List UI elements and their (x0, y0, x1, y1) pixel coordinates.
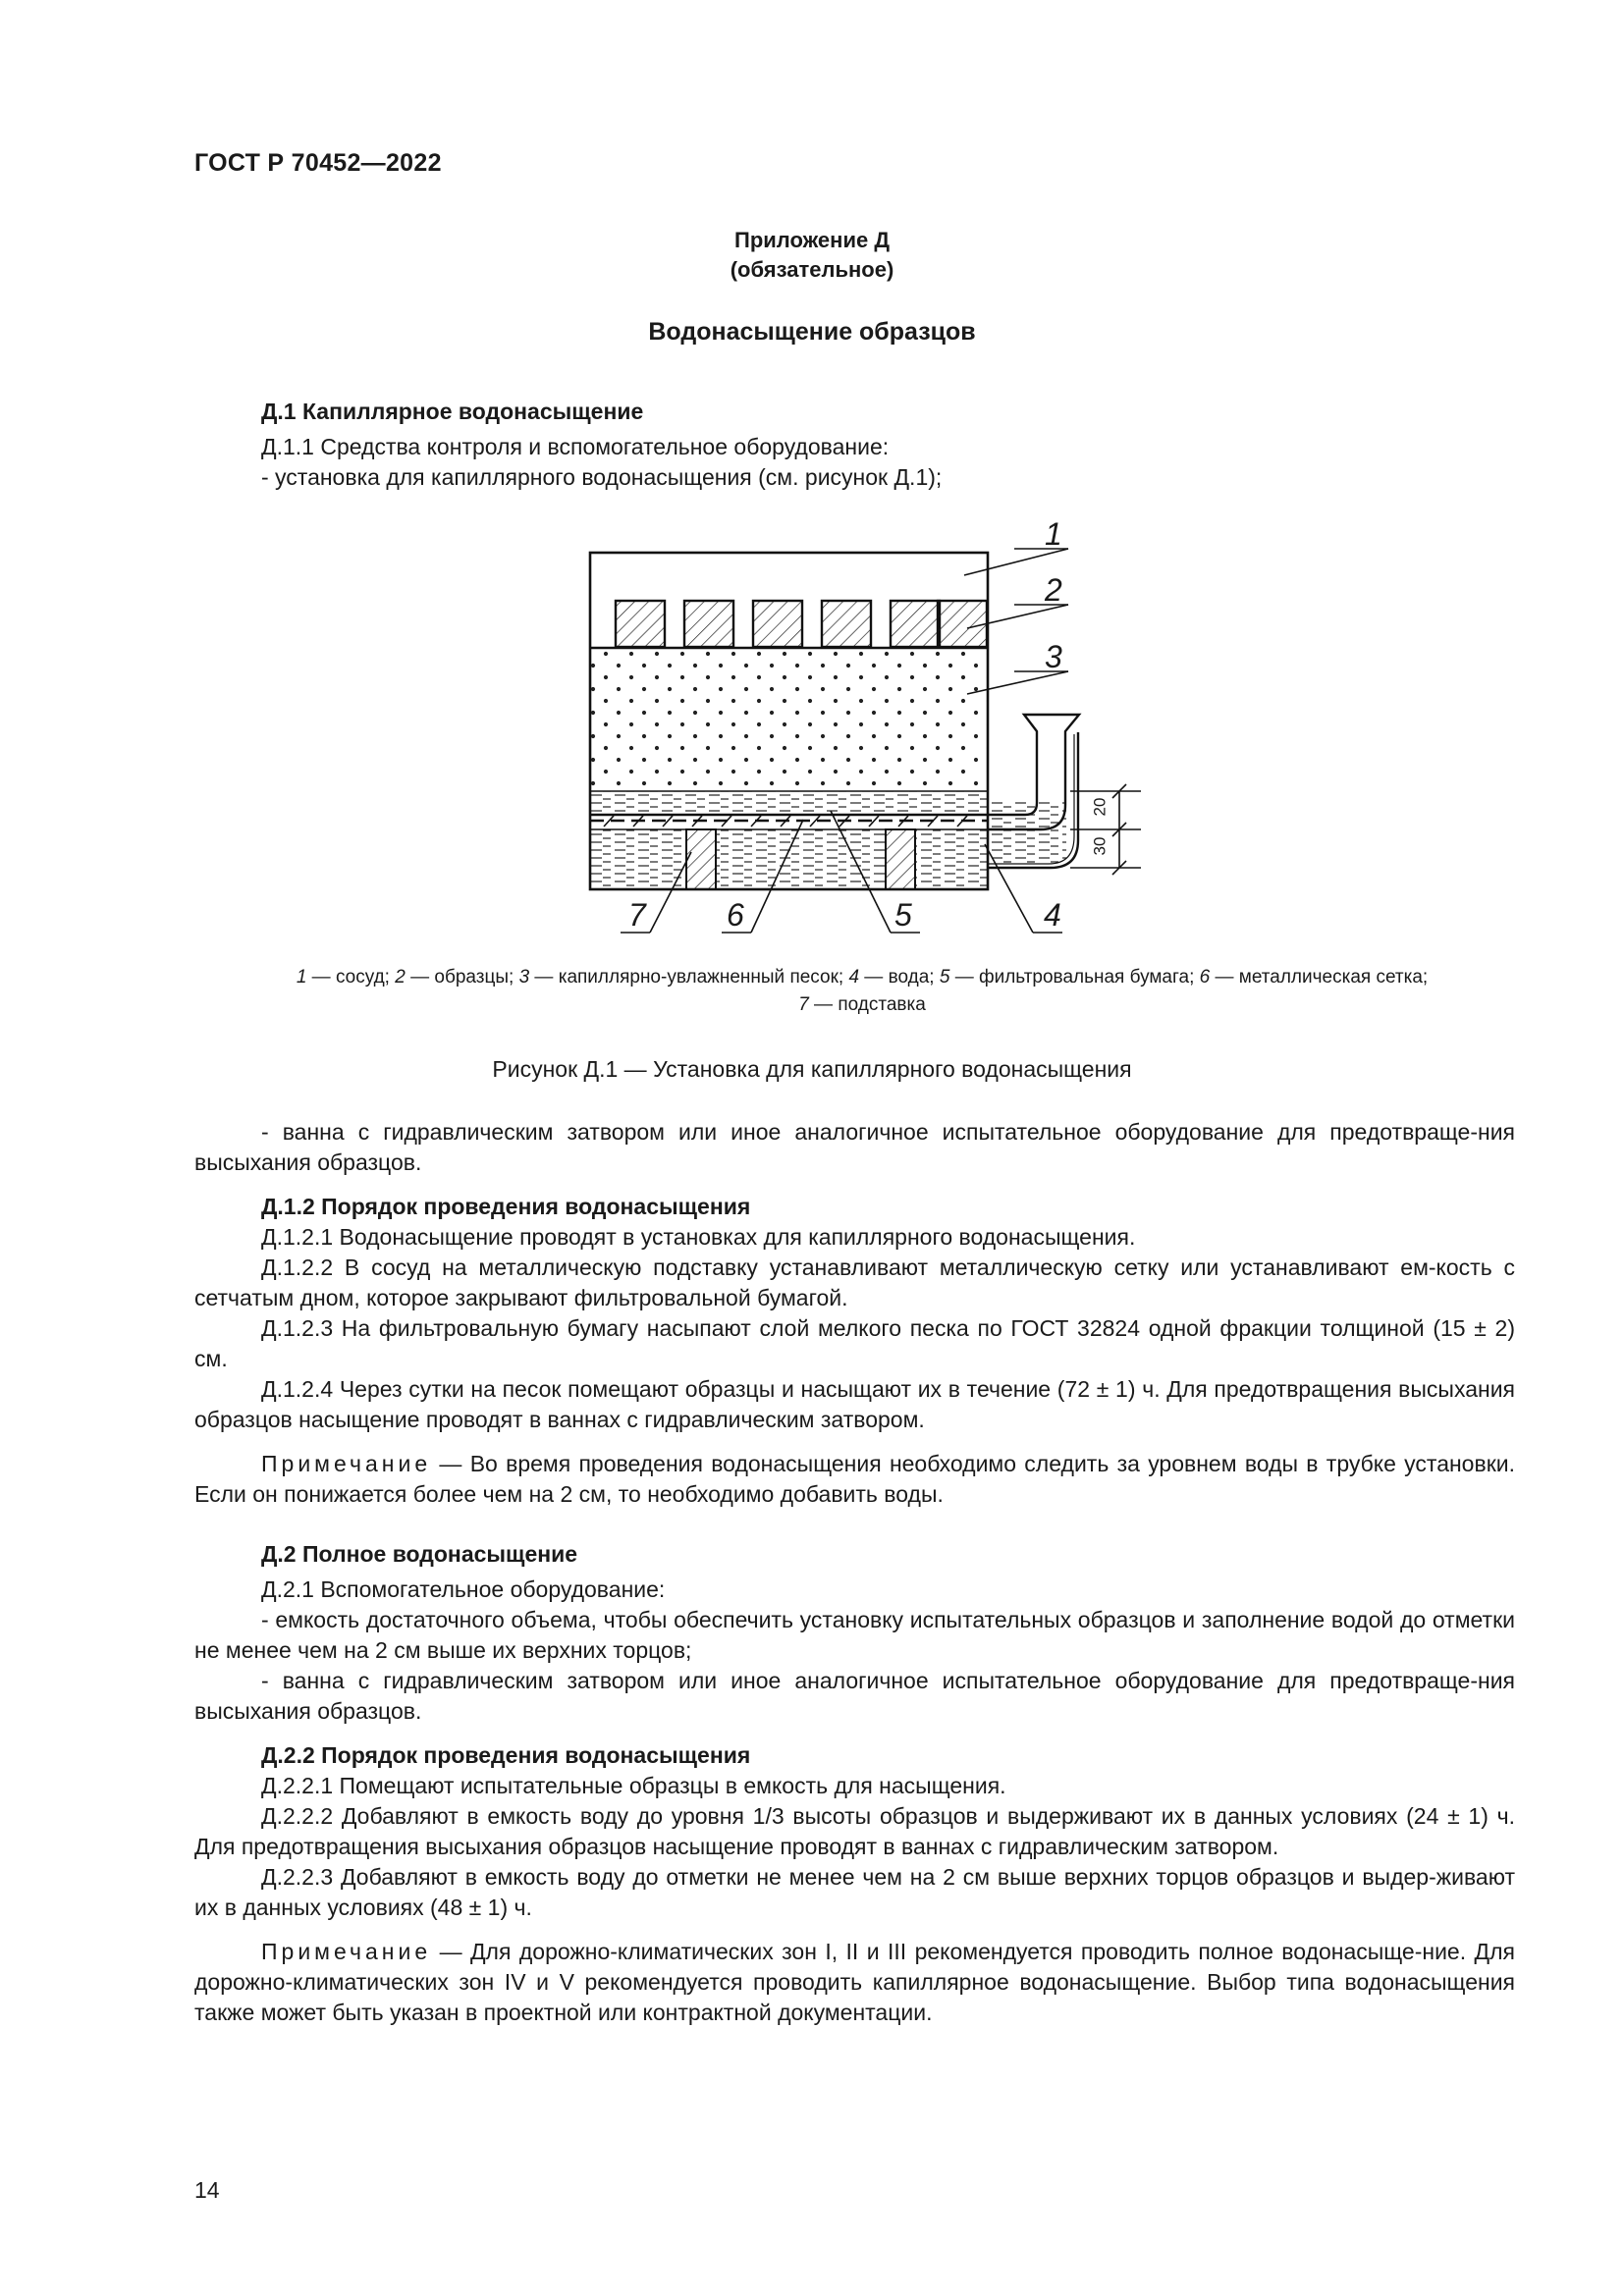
paragraph-d223: Д.2.2.3 Добавляют в емкость воду до отметки не менее чем на 2 см выше верхних торцов образцов и выдер-живают их в данных условиях (48 ± 1) ч. (194, 1864, 1515, 1920)
paragraph-d21: Д.2.1 Вспомогательное оборудование: (261, 1576, 666, 1602)
sample (938, 601, 987, 647)
callout-6: 6 (727, 897, 744, 933)
figure-legend: 1 — сосуд; 2 — образцы; 3 — капиллярно-увлажненный песок; 4 — вода; 5 — фильтровальная бумага; 6 — металлическая сетка; 7 — подставка (296, 967, 1429, 1015)
callout-7: 7 (628, 897, 646, 933)
tube-water (988, 800, 1066, 863)
page-number: 14 (194, 2177, 220, 2203)
sample (891, 601, 940, 647)
vessel (590, 553, 988, 889)
sample (616, 601, 665, 647)
paragraph-d124: Д.1.2.4 Через сутки на песок помещают образцы и насыщают их в течение (72 ± 1) ч. Для предотвращения высыхания образцов насыщение проводят в ваннах с гидравлическим затвором. (194, 1376, 1515, 1432)
section-d12-heading: Д.1.2 Порядок проведения водонасыщения (261, 1194, 751, 1219)
paragraph-d222: Д.2.2.2 Добавляют в емкость воду до уровня 1/3 высоты образцов и выдерживают их в данных условиях (24 ± 1) ч. Для предотвращения высыхания образцов насыщение проводят в ваннах с гидравлическим затвором. (194, 1803, 1515, 1859)
section-d2-heading: Д.2 Полное водонасыщение (261, 1541, 578, 1567)
callout-4: 4 (1044, 897, 1061, 933)
list-item-bath: - ванна с гидравлическим затвором или иное аналогичное испытательное оборудование для предотвраще-ния высыхания образцов. (194, 1119, 1515, 1175)
paragraph-d11: Д.1.1 Средства контроля и вспомогательное оборудование: (261, 434, 890, 459)
callout-2: 2 (1045, 572, 1062, 608)
paragraph-d122: Д.1.2.2 В сосуд на металлическую подставку устанавливают металлическую сетку или устанавливают ем-кость с сетчатым дном, которое закрывают фильтровальной бумагой. (194, 1255, 1515, 1310)
note-2: Примечание — Для дорожно-климатических зон I, II и III рекомендуется проводить полное водонасыще-ние. Для дорожно-климатических зон IV и V рекомендуется проводить капиллярное водонасыщение. Выбор типа водонасыщения также может быть указан в проектной или контрактной документации. (194, 1939, 1515, 2025)
water-tube (988, 715, 1079, 829)
sample (822, 601, 871, 647)
note-label: Примечание (261, 1451, 432, 1476)
dimension-20: 20 (1090, 797, 1110, 817)
sample (753, 601, 802, 647)
stand-right (886, 829, 915, 889)
paragraph-d221: Д.2.2.1 Помещают испытательные образцы в емкость для насыщения. (261, 1773, 1006, 1798)
sand-layer (590, 648, 988, 790)
list-item-installation: - установка для капиллярного водонасыщения (см. рисунок Д.1); (261, 464, 943, 490)
note-label: Примечание (261, 1939, 432, 1964)
stand-left (686, 829, 716, 889)
paragraph-d121: Д.1.2.1 Водонасыщение проводят в установках для капиллярного водонасыщения. (261, 1224, 1136, 1250)
list-item-bath-2: - ванна с гидравлическим затвором или иное аналогичное испытательное оборудование для предотвраще-ния высыхания образцов. (194, 1668, 1515, 1724)
annex-subject: Водонасыщение образцов (648, 318, 976, 346)
water-upper (590, 791, 988, 815)
note-1: Примечание — Во время проведения водонасыщения необходимо следить за уровнем воды в трубке установки. Если он понижается более чем на 2 см, то необходимо добавить воды. (194, 1451, 1515, 1507)
sample (684, 601, 733, 647)
section-d22-heading: Д.2.2 Порядок проведения водонасыщения (261, 1742, 751, 1768)
list-item-container: - емкость достаточного объема, чтобы обеспечить установку испытательных образцов и заполнение водой до отметки не менее чем на 2 см выше их верхних торцов; (194, 1607, 1515, 1663)
section-d1-heading: Д.1 Капиллярное водонасыщение (261, 399, 644, 424)
figure-caption: Рисунок Д.1 — Установка для капиллярного водонасыщения (492, 1056, 1132, 1082)
dimension-30: 30 (1090, 836, 1110, 856)
callout-3: 3 (1045, 639, 1062, 674)
callout-1: 1 (1045, 516, 1062, 552)
callout-5: 5 (894, 897, 912, 933)
annex-type: (обязательное) (730, 257, 894, 282)
annex-title: Приложение Д (734, 228, 890, 252)
paragraph-d123: Д.1.2.3 На фильтровальную бумагу насыпают слой мелкого песка по ГОСТ 32824 одной фракции толщиной (15 ± 2) см. (194, 1315, 1515, 1371)
standard-code: ГОСТ Р 70452—2022 (194, 149, 442, 177)
water-lower (590, 829, 988, 889)
